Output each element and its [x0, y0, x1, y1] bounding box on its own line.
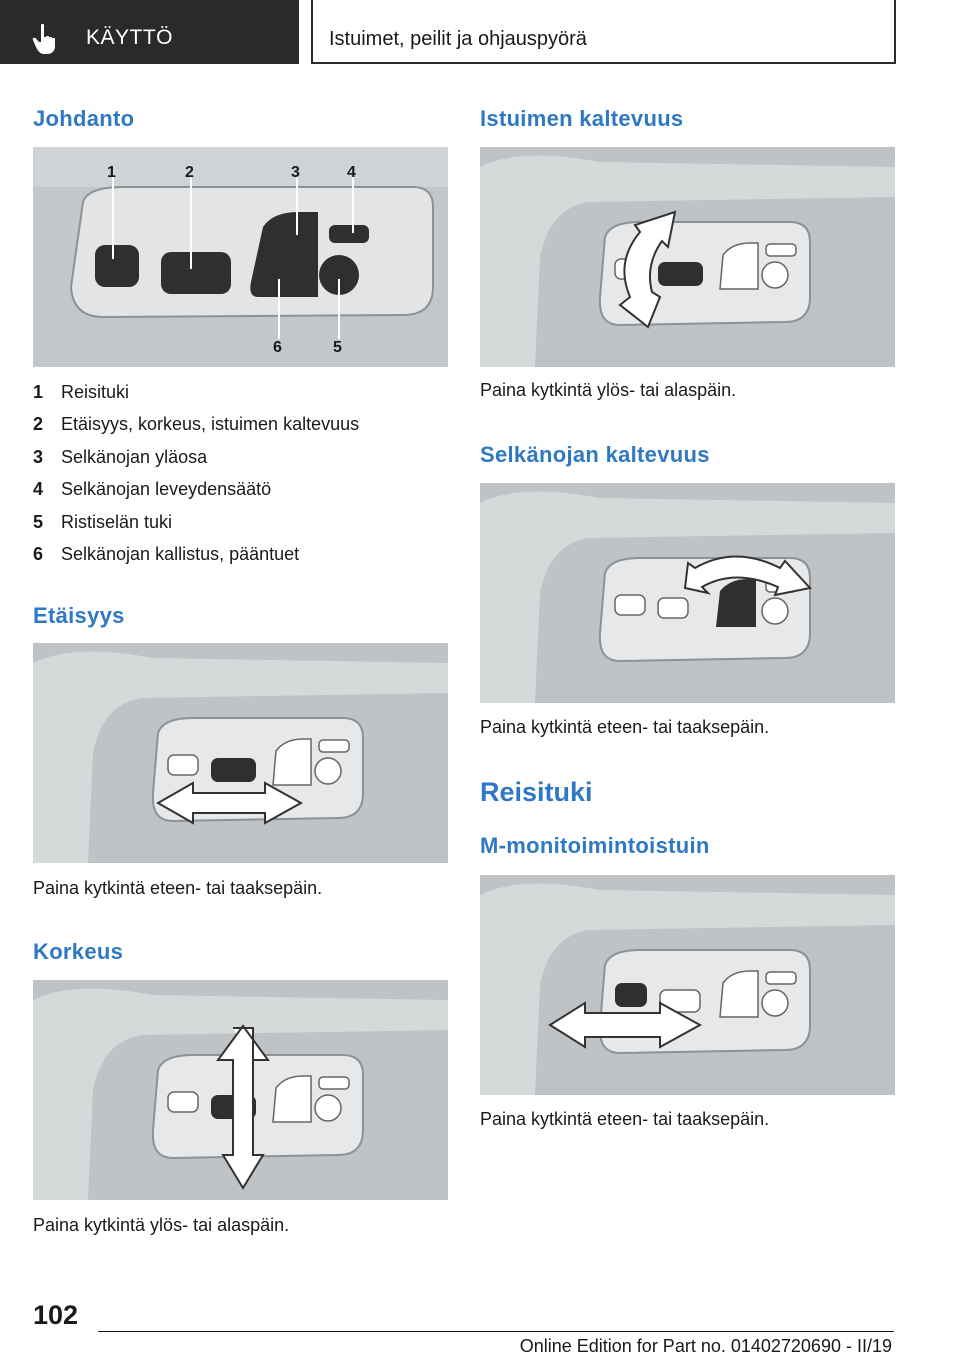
- legend-item: [33, 380, 453, 412]
- m-seat-heading: M-monitoimintoistuin: [480, 833, 710, 858]
- seat-tilt-heading: Istuimen kaltevuus: [480, 106, 684, 131]
- intro-heading: Johdanto: [33, 106, 135, 131]
- thigh-support-heading: Reisituki: [480, 777, 593, 807]
- hand-pointer-icon: [30, 22, 64, 56]
- legend-number: 6: [33, 543, 44, 564]
- callout-6: 6: [273, 339, 282, 356]
- legend-text: Ristiselän tuki: [61, 511, 173, 532]
- callout-3: 3: [291, 164, 300, 181]
- callout-4: 4: [347, 164, 356, 181]
- callout-1: 1: [107, 164, 116, 181]
- legend-number: 3: [33, 446, 44, 467]
- legend-item: [33, 510, 453, 542]
- chapter-title: Istuimet, peilit ja ohjauspyörä: [329, 28, 587, 50]
- backrest-tilt-image: [480, 483, 895, 703]
- seat-tilt-image: [480, 147, 895, 367]
- section-tab: [0, 0, 299, 64]
- callout-legend: [33, 380, 453, 574]
- height-adjust-image: [33, 980, 448, 1200]
- legend-item: [33, 542, 453, 574]
- distance-instruction: Paina kytkintä eteen- tai taaksepäin.: [33, 878, 323, 898]
- callout-2: 2: [185, 164, 194, 181]
- legend-number: 5: [33, 511, 44, 532]
- distance-adjust-image: [33, 643, 448, 863]
- legend-number: 1: [33, 382, 44, 402]
- legend-text: Selkänojan yläosa: [61, 446, 208, 467]
- seat-controls-overview-image: [33, 147, 448, 367]
- height-instruction: Paina kytkintä ylös- tai alaspäin.: [33, 1215, 290, 1235]
- page-number: 102: [33, 1300, 79, 1330]
- thigh-support-instruction: Paina kytkintä eteen- tai taaksepäin.: [480, 1109, 770, 1129]
- seat-tilt-instruction: Paina kytkintä ylös- tai alaspäin.: [480, 380, 737, 400]
- legend-text: Etäisyys, korkeus, istuimen kaltevuus: [61, 414, 360, 435]
- legend-text: Selkänojan kallistus, pääntuet: [61, 543, 300, 564]
- legend-text: Reisituki: [61, 382, 130, 402]
- footer-divider: [98, 1331, 894, 1332]
- legend-number: 4: [33, 479, 44, 500]
- legend-number: 2: [33, 414, 44, 435]
- section-label: KÄYTTÖ: [86, 26, 174, 49]
- legend-text: Selkänojan leveydensäätö: [61, 479, 272, 500]
- distance-heading: Etäisyys: [33, 603, 125, 628]
- legend-item: [33, 445, 453, 477]
- chapter-header: [311, 0, 896, 64]
- height-heading: Korkeus: [33, 939, 124, 964]
- callout-5: 5: [333, 339, 342, 356]
- backrest-tilt-instruction: Paina kytkintä eteen- tai taaksepäin.: [480, 717, 770, 737]
- legend-item: [33, 412, 453, 444]
- backrest-tilt-heading: Selkänojan kaltevuus: [480, 442, 710, 467]
- thigh-support-image: [480, 875, 895, 1095]
- legend-item: [33, 477, 453, 509]
- edition-note: Online Edition for Part no. 01402720690 - II/19: [519, 1336, 892, 1356]
